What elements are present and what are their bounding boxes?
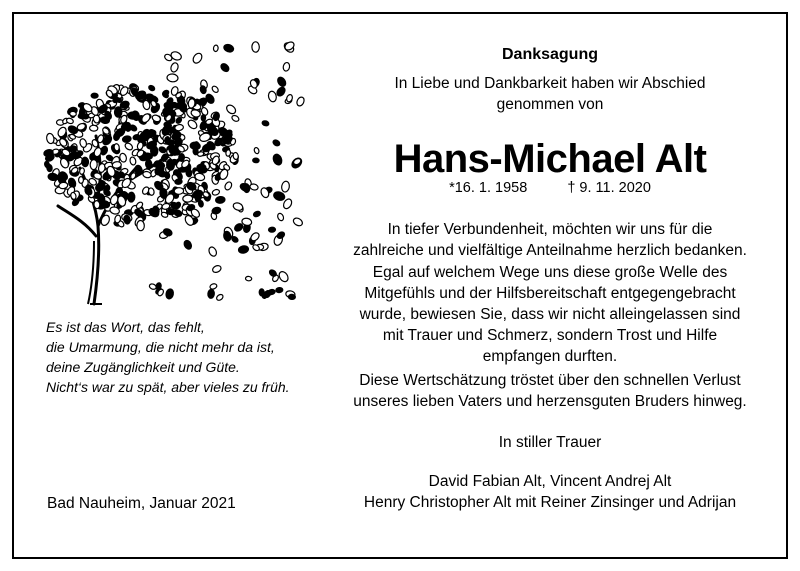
poem-line: Es ist das Wort, das fehlt, <box>46 319 205 335</box>
poem-line: Nicht‘s war zu spät, aber vieles zu früh. <box>46 379 290 395</box>
signer-line: Henry Christopher Alt mit Reiner Zinsinger und Adrijan <box>363 494 737 511</box>
paragraph-line: Diese Wertschätzung tröstet über den schnellen Verlust <box>359 372 741 389</box>
appreciation-paragraph <box>330 370 770 412</box>
leaves-group <box>43 40 305 301</box>
poem-line: deine Zugänglichkeit und Güte. <box>46 359 240 375</box>
signers <box>330 471 770 513</box>
mourning-line: In stiller Trauer <box>498 434 602 451</box>
paragraph-line: mit Trauer und Schmerz, sondern Trost und Hilfe <box>382 327 718 344</box>
life-dates <box>330 180 770 196</box>
thanks-line: zahlreiche und vielfältige Anteilnahme herzlich bedanken. <box>353 242 747 259</box>
paragraph-line: empfangen durften. <box>482 348 618 365</box>
signer-line: David Fabian Alt, Vincent Andrej Alt <box>428 473 672 490</box>
intro-line: In Liebe und Dankbarkeit haben wir Abschied <box>394 75 706 92</box>
poem <box>46 317 346 397</box>
paragraph-line: unseres lieben Vaters und herzensguten Bruders hinweg. <box>353 393 747 410</box>
heading: Danksagung <box>501 46 598 63</box>
paragraph-line: Mitgefühls und der Hilfsbereitschaft entgegengebracht <box>364 285 736 302</box>
death-date: † 9. 11. 2020 <box>567 180 651 196</box>
sympathy-paragraph <box>330 262 770 367</box>
deceased-name: Hans-Michael Alt <box>393 137 707 181</box>
paragraph-line: Egal auf welchem Wege uns diese große Welle des <box>372 264 728 281</box>
place-and-date: Bad Nauheim, Januar 2021 <box>47 495 236 512</box>
paragraph-line: wurde, bewiesen Sie, dass wir nicht alleingelassen sind <box>359 306 741 323</box>
birth-date: *16. 1. 1958 <box>449 180 528 196</box>
poem-line: die Umarmung, die nicht mehr da ist, <box>46 339 275 355</box>
thanks-paragraph <box>330 219 770 261</box>
intro-line: genommen von <box>496 96 604 113</box>
tree-illustration <box>36 36 306 308</box>
thanks-line: In tiefer Verbundenheit, möchten wir uns für die <box>387 221 713 238</box>
intro-text <box>330 73 770 115</box>
